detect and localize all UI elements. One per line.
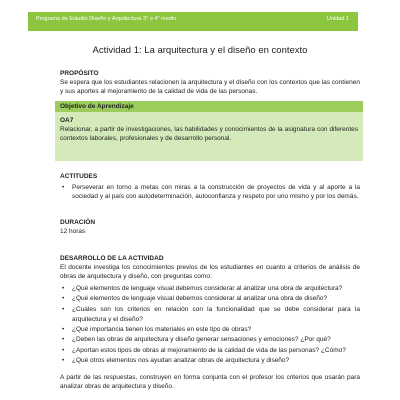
- unit-label: Unidad 1: [326, 16, 349, 22]
- list-item: • ¿Qué otros elementos nos ayudan analizar obras de arquitectura y diseño?: [60, 356, 360, 366]
- objective-body: [60, 117, 358, 143]
- attitudes-label: ACTITUDES: [60, 173, 98, 180]
- purpose-text: Se espera que los estudiantes relacionen la arquitectura y el diseño con los contextos que las contienen y sus aportes al mejoramiento de la calidad de vida de las personas.: [60, 79, 360, 95]
- list-item: • ¿Cuáles son los criterios en relación con la funcionalidad que se debe considerar para la arquitectura y el diseño?: [62, 305, 360, 323]
- list-item: • ¿Qué importancia tienen los materiales en este tipo de obras?: [60, 325, 360, 335]
- purpose-section: [60, 70, 360, 96]
- list-item: • Perseverar en torno a metas con miras a la construcción de proyectos de vida y al aporte a la sociedad y al país con autodeterminación, autoconfianza y respeto por uno mismo y por los demás.: [62, 184, 360, 200]
- bullet-icon: •: [62, 184, 65, 191]
- bullet-icon: •: [62, 326, 65, 334]
- attitudes-section: [60, 173, 360, 201]
- objective-text: Relacionar, a partir de investigaciones, las habilidades y conocimientos de la asignatura con diferentes contextos laborales, profesionales y de desarrollo personal.: [60, 126, 358, 142]
- bullet-icon: •: [62, 295, 65, 303]
- bullet-icon: •: [62, 357, 65, 365]
- development-intro: El docente investiga los conocimientos previos de los estudiantes en cuanto a criterios de análisis de obras de arquitectura y diseño, con preguntas como:: [60, 264, 360, 280]
- list-item: • ¿Qué elementos de lenguaje visual debemos considerar al analizar una obra de diseño?: [60, 294, 360, 304]
- development-closing: A partir de las respuestas, construyen en forma conjunta con el profesor los criterios que usarán para analizar obras de arquitectura y diseño.: [60, 374, 360, 391]
- bullet-icon: •: [62, 305, 65, 313]
- objective-header: [55, 101, 363, 112]
- bullet-icon: •: [62, 336, 65, 344]
- duration-label: DURACIÓN: [60, 219, 96, 226]
- objective-code: OA7: [60, 117, 74, 124]
- objective-box: [55, 101, 363, 161]
- attitudes-list: [60, 183, 360, 201]
- list-item: • ¿Deben las obras de arquitectura y diseño generar sensaciones y emociones? ¿Por qué?: [60, 335, 360, 345]
- purpose-label: PROPÓSITO: [60, 70, 99, 77]
- questions-list: [60, 284, 360, 366]
- list-item: • ¿Aportan estos tipos de obras al mejoramiento de la calidad de vida de las personas? ¿Cómo?: [60, 346, 360, 356]
- duration-value: 12 horas: [60, 228, 86, 235]
- objective-label: Objetivo de Aprendizaje: [60, 103, 134, 110]
- activity-title: Actividad 1: La arquitectura y el diseño en contexto: [92, 45, 308, 56]
- list-item: • ¿Qué elementos de lenguaje visual debemos considerar al analizar una obra de arquitectura?: [60, 284, 360, 294]
- duration-section: [60, 219, 360, 236]
- bullet-icon: •: [62, 285, 65, 292]
- program-name: Programa de Estudio Diseño y Arquitectura 3° o 4° medio: [36, 16, 177, 22]
- header-bar: [28, 12, 358, 31]
- development-section: [60, 255, 360, 391]
- development-label: DESARROLLO DE LA ACTIVIDAD: [60, 255, 164, 262]
- bullet-icon: •: [62, 346, 65, 354]
